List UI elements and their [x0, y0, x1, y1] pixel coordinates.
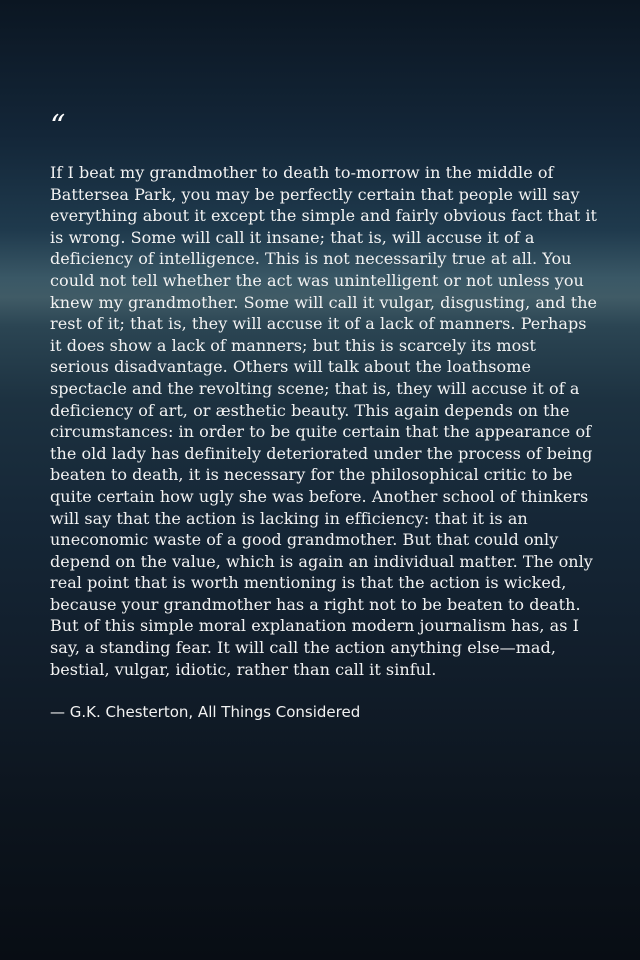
quote-mark-icon: “ [50, 109, 66, 144]
quote-card [50, 109, 598, 722]
quote-text: If I beat my grandmother to death to-morrow in the middle of Battersea Park, you may be perfectly certain that people will say everything about it except the simple and fairly obvious fact that it is wrong. Some will call it insane; that is, will accuse it of a deficiency of intelligence. This is not necessarily true at all. You could not tell whether the act was unintelligent or not unless you knew my grandmother. Some will call it vulgar, disgusting, and the rest of it; that is, they will accuse it of a lack of manners. Perhaps it does show a lack of manners; but this is scarcely its most serious disadvantage. Others will talk about the loathsome spectacle and the revolting scene; that is, they will accuse it of a deficiency of art, or æsthetic beauty. This again depends on the circumstances: in order to be quite certain that the appearance of the old lady has definitely deteriorated under the process of being beaten to death, it is necessary for the philosophical critic to be quite certain how ugly she was before. Another school of thinkers will say that the action is lacking in efficiency: that it is an uneconomic waste of a good grandmother. But that could only depend on the value, which is again an individual matter. The only real point that is worth mentioning is that the action is wicked, because your grandmother has a right not to be beaten to death. But of this simple moral explanation modern journalism has, as I say, a standing fear. It will call the action anything else—mad, bestial, vulgar, idiotic, rather than call it sinful. [50, 163, 598, 679]
quote-attribution: — G.K. Chesterton, All Things Considered [50, 703, 361, 722]
